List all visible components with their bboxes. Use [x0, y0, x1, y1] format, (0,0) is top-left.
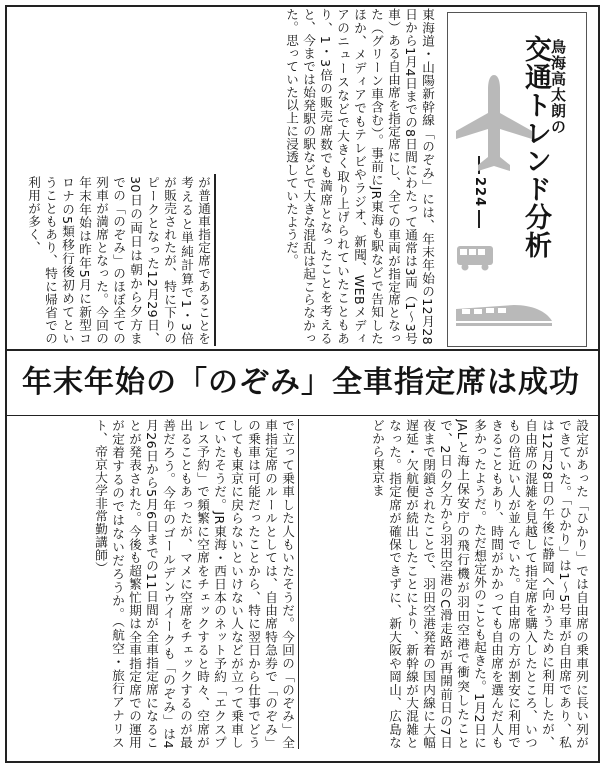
- column-divider: [298, 419, 299, 749]
- column-byline-box: [447, 12, 587, 347]
- column-divider: [214, 174, 216, 346]
- article-text-bottom-left: で立って乗車した人もいたそうだ。今回の「のぞみ」全車指定席のルールとしては、自由席特急券で「のぞみ」の乗車は可能だったことから、特に翌日から仕事でどうしても東京に戻らないといけない人などが立って乗車していたそうだ。JR東海・西日本のネット予約「エクスプレス予約」で頻繁に空席をチェックすると時々、空席が出ることもあったが、マメに空席をチェックするのが最善だろう。今年のゴールデンウイークも「のぞみ」は4月26日から5月6日までの11日間が全車指定席になることが発表された。今後も超繁忙期は全車指定席での運用が定着するのではないだろうか。（航空・旅行アナリスト、帝京大学非常勤講師）: [93, 419, 295, 749]
- column-number-value: 224: [472, 177, 487, 208]
- headline: 年末年始の「のぞみ」全車指定席は成功: [22, 365, 580, 400]
- bus-icon: [456, 245, 494, 271]
- article-text-top-left: が普通車指定席であることを考えると単純計算で1・3倍が販売されたが、特に下りのピークとなった12月29日、30日の両日は朝から夕方までの「のぞみ」のほぼ全ての列車が満席となった。今回の年末年始は昨年5月に新型コロナの5類移行後初めてということもあり、特に帰省での利用が多く、: [26, 176, 211, 345]
- author-name: 鳥海高太朗の: [549, 39, 567, 135]
- airplane-icon: [454, 73, 534, 183]
- shinkansen-icon: [454, 291, 554, 331]
- series-title: 交通トレンド分析: [520, 35, 551, 259]
- article-text-top-right: 東海道・山陽新幹線「のぞみ」には、年末年始の12月28日から1月4日までの8日間にわたって通常は3両（1〜3号車）ある自由席を指定席にし、全ての車両が指定席となった（グリーン車含む）。事前にJR東海も駅などで告知したほか、メディアでもテレビやラジオ、新聞、WEBメディアのニュースなどで大きく取り上げられていたこともあり、1・3倍の販売席数でも満席となったことを考えると、今までは始発駅の駅などで大きな混乱は起こらなかった。思っていた以上に浸透していたようだ。: [284, 8, 435, 345]
- article-text-bottom-right: 設定があった「ひかり」では自由席の乗車列に長い列ができていた。「ひかり」は1〜5号車が自由席であり、私は12月28日の午後に静岡へ向かうために利用したが、自由席の混雑を見越して指定席を購入したところ、いつもの倍近い人が並んでいた。自由席の方が割安に利用できることもあり、時間がかかっても自由席を選んだ人も多かったようだ。ただ想定外のことも起きた。1月2日にJALと海上保安庁の飛行機が羽田空港で衝突したことで、2日の夕方から羽田空港のC滑走路が再開前日の7日夜まで閉鎖されたことで、羽田空港発着の国内線に大幅遅延・欠航便が続出したことにより、新幹線が大混雑となった。指定席が確保できずに、新大阪や岡山、広島などから東京ま: [370, 419, 589, 749]
- headline-top-rule: [6, 349, 598, 351]
- headline-bottom-rule: [6, 415, 598, 416]
